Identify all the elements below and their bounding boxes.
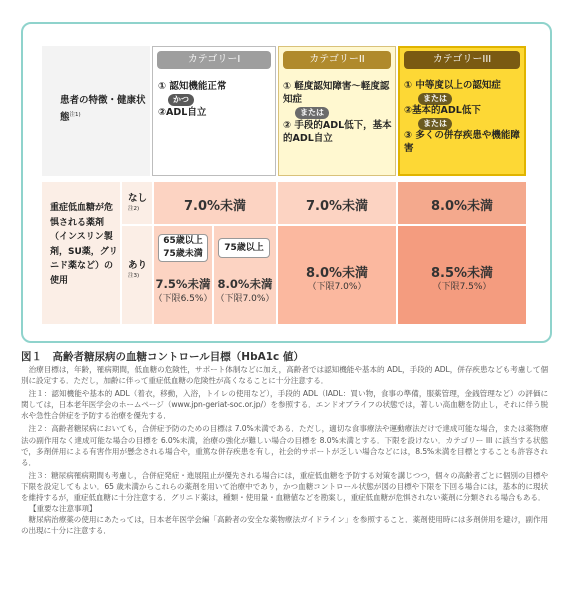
- cat3-connector-2: または: [418, 118, 452, 130]
- target-ari-cat2-value: 8.0%未満: [305, 266, 369, 281]
- cat2-body: [283, 80, 395, 145]
- ari-label: あり 注3): [128, 260, 148, 279]
- target-ari-a-limit: （下限6.5%）: [153, 294, 213, 304]
- cat1-line1: ① 認知機能正常: [158, 81, 227, 92]
- cat1-line2: ②ADL自立: [158, 107, 207, 118]
- cat1-header: カテゴリーI: [157, 51, 271, 69]
- note-para-2: 注２：高齢者糖尿病においても，合併症予防のための目標は 7.0%未満である．ただし，適切な食事療法や運動療法だけで達成可能な場合，または薬物療法の副作用なく達成可能な場合の目標を 6.0%未満，治療の強化が難しい場合の目標を 8.0%未満とする．下限を設けない．カテゴリー III に該当する状態で，多剤併用による有害作用が懸念される場合や，重篤な併存疾患を有し，社会的サポートが乏しい場合などには，8.5%未満を目標とすることも許容される．: [21, 424, 548, 467]
- note-para-1: 注１：認知機能や基本的 ADL（着衣，移動，入浴，トイレの使用など），手段的 ADL（IADL：買い物，食事の準備，服薬管理，金銭管理など）の評価に関しては，日本老年医学会のホームページ（www.jpn-geriat-soc.or.jp/）を参照する．エンドオブライフの状態では，著しい高血糖を防止し，それに伴う脱水や急性合併症を予防する治療を優先する．: [21, 389, 548, 421]
- cat3-connector-1: または: [418, 93, 452, 105]
- cat1-body: [158, 80, 274, 119]
- nashi-label: なし 注2): [128, 193, 148, 212]
- cat3-header: カテゴリーIII: [404, 51, 520, 69]
- target-nashi-cat3: 8.0%未満: [430, 199, 494, 214]
- important-heading: 【重要な注意事項】: [29, 504, 97, 514]
- age-75: 75歳以上: [224, 243, 264, 253]
- important-para: 糖尿病治療薬の使用にあたっては，日本老年医学会編「高齢者の安全な薬物療法ガイドライン」を参照すること．薬剤使用時には多剤併用を避け，副作用の出現に十分に注意する．: [21, 515, 548, 536]
- cat1-connector: かつ: [168, 94, 194, 106]
- cat2-header: カテゴリーII: [283, 51, 391, 69]
- target-ari-a-value: 7.5%未満: [155, 277, 211, 291]
- target-nashi-cat1: 7.0%未満: [183, 199, 247, 214]
- target-ari-cat2-limit: （下限7.0%）: [307, 282, 367, 292]
- cat3-body: [404, 80, 524, 155]
- target-ari-b-limit: （下限7.0%）: [215, 294, 275, 304]
- target-nashi-cat2: 7.0%未満: [305, 199, 369, 214]
- figure-caption: 図１ 高齢者糖尿病の血糖コントロール目標（HbA1c 値）: [21, 351, 304, 363]
- target-ari-cat3-value: 8.5%未満: [430, 266, 494, 281]
- cat3-line1: ① 中等度以上の認知症: [404, 80, 501, 91]
- note-para-3: 注３：糖尿病罹病期間も考慮し，合併症発症・進展阻止が優先される場合には，重症低血糖を予防する対策を講じつつ，個々の高齢者ごとに個別の目標や下限を設定してもよい．65 歳未満からこれらの薬剤を用いて治療中であり，かつ血糖コントロール状態が図の目標や下限を下回る場合には，基本的に現状を維持するが，重症低血糖に十分注意する．グリニド薬は，種類・使用量・血糖値などを勘案し，重症低血糖が危惧されない薬剤に分類される場合もある．: [21, 470, 548, 503]
- drug-label: 重症低血糖が危惧される薬剤（インスリン製剤，SU薬，グリニド薬など）の使用: [50, 203, 118, 286]
- note-para-intro: 治療目標は，年齢，罹病期間，低血糖の危険性，サポート体制などに加え，高齢者では認知機能や基本的 ADL，手段的 ADL，併存疾患なども考慮して個別に設定する．ただし，加齢に伴って重症低血糖の危険性が高くなることに十分注意する．: [21, 365, 548, 386]
- patient-label: 患者の特徴・健康状態$^{注1)}$: [60, 95, 146, 124]
- cat2-line1: ① 軽度認知障害～軽度認知症: [283, 81, 390, 105]
- age-65-75: 65歳以上75歳未満: [163, 236, 203, 259]
- cat2-line2: ② 手段的ADL低下，基本的ADL自立: [283, 120, 392, 144]
- target-ari-cat3-limit: （下限7.5%）: [432, 282, 492, 292]
- cat2-connector: または: [295, 107, 329, 119]
- cat3-line3: ③ 多くの併存疾患や機能障害: [404, 130, 520, 154]
- notes-block: [21, 364, 548, 536]
- target-ari-b-value: 8.0%未満: [217, 277, 273, 291]
- cat3-line2: ②基本的ADL低下: [404, 105, 481, 116]
